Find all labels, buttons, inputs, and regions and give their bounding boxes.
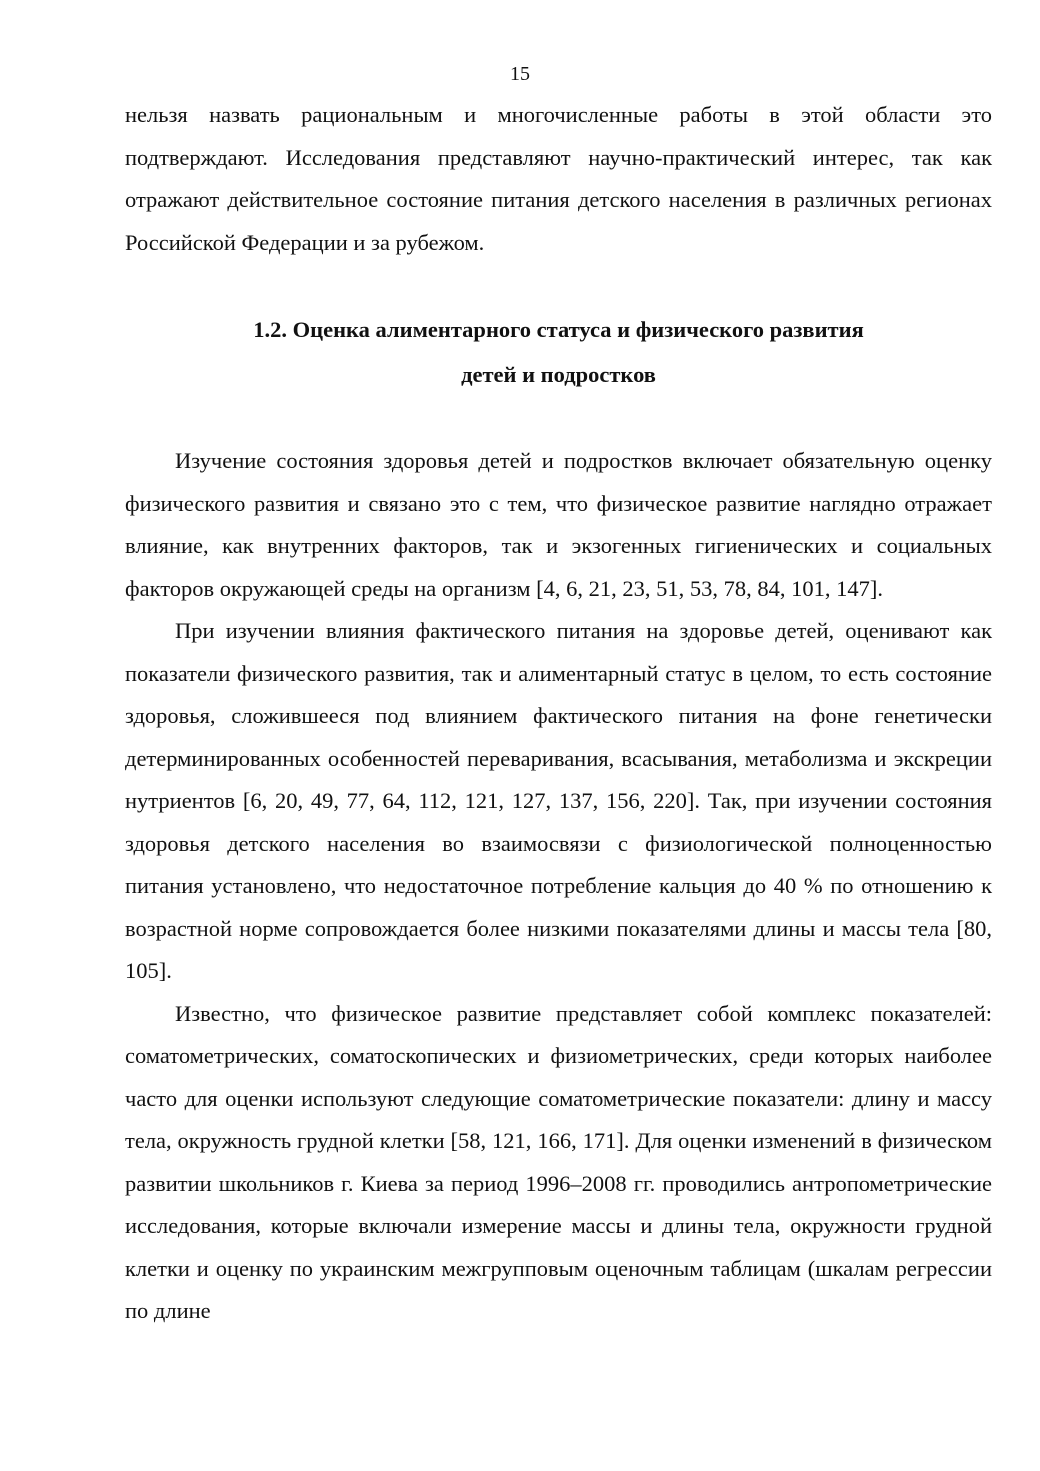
page-number: 15 <box>510 63 530 85</box>
body-paragraph-3: Известно, что физическое развитие представляет собой комплекс показателей: соматометрических, соматоскопических и физиометрических, среди которых наиболее часто для оценки используют следующие соматометрические показатели: длину и массу тела, окружность грудной клетки [58, 121, 166, 171]. Для оценки изменений в физическом развитии школьников г. Киева за период 1996–2008 гг. проводились антропометрические исследования, которые включали измерение массы и длины тела, окружности грудной клетки и оценку по украинским межгрупповым оценочным таблицам (шкалам регрессии по длине <box>125 1000 992 1323</box>
section-heading-line-2: детей и подростков <box>461 362 656 387</box>
body-paragraph-2: При изучении влияния фактического питания на здоровье детей, оценивают как показатели физического развития, так и алиментарный статус в целом, то есть состояние здоровья, сложившееся под влиянием фактического питания на фоне генетически детерминированных особенностей переваривания, всасывания, метаболизма и экскреции нутриентов [6, 20, 49, 77, 64, 112, 121, 127, 137, 156, 220]. Так, при изучении состояния здоровья детского населения во взаимосвязи с физиологической полноценностью питания установлено, что недостаточное потребление кальция до 40 % по отношению к возрастной норме сопровождается более низкими показателями длины и массы тела [80, 105]. <box>125 618 992 983</box>
page-content <box>125 94 992 1333</box>
body-paragraph-1: Изучение состояния здоровья детей и подростков включает обязательную оценку физического развития и связано это с тем, что физическое развитие наглядно отражает влияние, как внутренних факторов, так и экзогенных гигиенических и социальных факторов окружающей среды на организм [4, 6, 21, 23, 51, 53, 78, 84, 101, 147]. <box>125 448 992 601</box>
section-heading <box>125 307 992 397</box>
intro-paragraph: нельзя назвать рациональным и многочисленные работы в этой области это подтверждают. Исследования представляют научно-практический интерес, так как отражают действительное состояние питания детского населения в различных регионах Российской Федерации и за рубежом. <box>125 102 992 255</box>
section-heading-line-1: 1.2. Оценка алиментарного статуса и физического развития <box>253 317 864 342</box>
